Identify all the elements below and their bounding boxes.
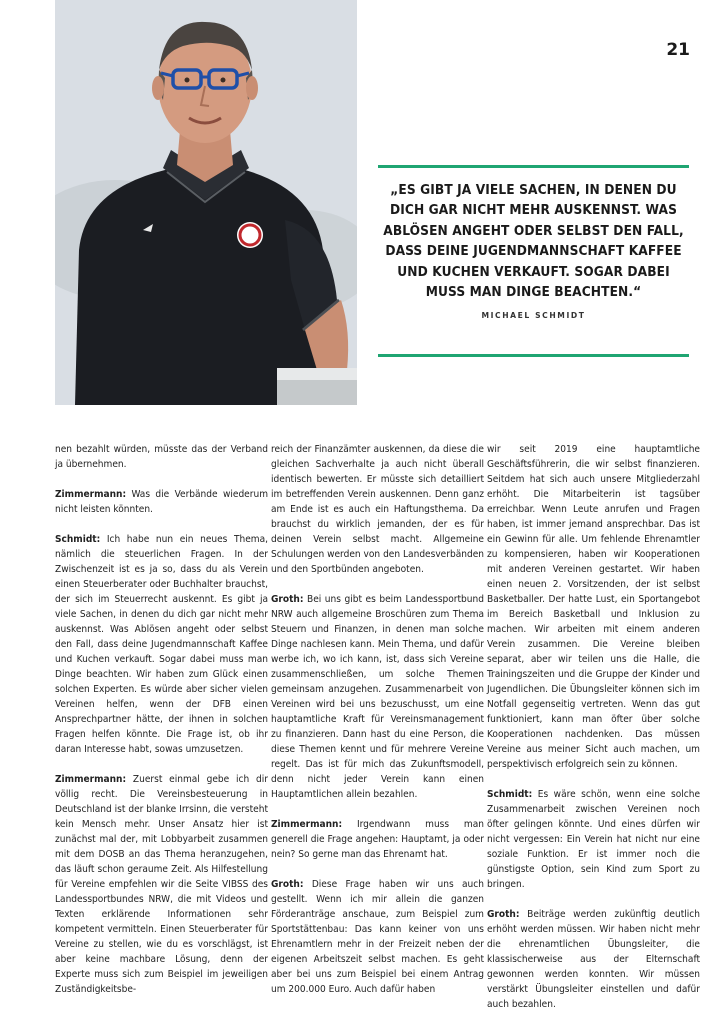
text-column-1 bbox=[55, 442, 268, 997]
paragraph-text: Beiträge werden zukünftig deutlich erhöht werden müssen. Wir haben nicht mehr die ehrenamtlichen Übungsleiter, die klassischerweise aus der Elternschaft gewonnen werden konnten. Wir müssen verstärkt Übungsleiter einstellen und dafür auch bezahlen. bbox=[487, 909, 700, 1010]
portrait-illustration bbox=[55, 0, 357, 405]
paragraph bbox=[487, 907, 700, 1012]
speaker-name: Schmidt: bbox=[487, 789, 533, 800]
paragraph-text: Ich habe nun ein neues Thema, nämlich die steuerlichen Fragen. In der Zwischenzeit ist es ja so, dass du als Verein einen Steuerberater oder Buchhalter brauchst, der sich im Steuerrecht auskennt. Es gibt ja viele Sachen, in denen du dich gar nicht mehr auskennst. Was Ablösen angeht oder selbst den Fall, dass deine Jugendmannschaft Kaffee und Kuchen verkauft. Sogar dabei muss man Dinge beachten. Wir haben zum Glück einen solchen Experten. Es würde aber sicher vielen Vereinen helfen, wenn der DFB einen Ansprechpartner hätte, der ihnen in solchen Fragen helfen könnte. Die Frage ist, ob ihr daran Interesse habt, sowas umzusetzen. bbox=[55, 534, 268, 755]
paragraph bbox=[271, 817, 484, 862]
paragraph bbox=[487, 442, 700, 772]
paragraph bbox=[271, 877, 484, 997]
pull-quote-text: „ES GIBT JA VIELE SACHEN, IN DENEN DU DICH GAR NICHT MEHR AUSKENNST. WAS ABLÖSEN ANGEHT ODER SELBST DEN FALL, DASS DEINE JUGENDMANNSCHAFT KAFFEE UND KUCHEN VERKAUFT. SOGAR DABEI MUSS MAN DINGE BEACHTEN.“ bbox=[383, 182, 684, 301]
speaker-name: Groth: bbox=[271, 594, 304, 605]
paragraph bbox=[55, 487, 268, 517]
paragraph bbox=[55, 772, 268, 997]
paragraph-text: Bei uns gibt es beim Landessportbund NRW auch allgemeine Broschüren zum Thema Steuern und Finanzen, in denen man solche Dinge nachlesen kann. Mein Thema, und dafür werbe ich, wo ich kann, ist, dass sich Vereine zusammenschließen, um solche Themen gemeinsam anzugehen. Zusammenarbeit von Vereinen wird bei uns bezuschusst, um eine hauptamtliche Kraft für Vereinsmanagement zu finanzieren. Dann hast du eine Person, die diese Themen kennt und für mehrere Vereine regelt. Das ist für mich das Zukunftsmodell, denn nicht jeder Verein kann einen Hauptamtlichen allein bezahlen. bbox=[271, 594, 484, 800]
paragraph-text: Was die Verbände wiederum nicht leisten könnten. bbox=[55, 489, 268, 515]
speaker-name: Zimmermann: bbox=[55, 774, 127, 785]
speaker-name: Zimmermann: bbox=[55, 489, 127, 500]
speaker-name: Groth: bbox=[487, 909, 520, 920]
page-number: 21 bbox=[666, 40, 690, 60]
paragraph-text: Diese Frage haben wir uns auch gestellt. Wenn ich mir allein die ganzen Förderanträge anschaue, zum Beispiel zum Sportstättenbau: Das kann keiner von uns Ehrenamtlern mehr in der Freizeit neben der eigenen Arbeitszeit selbst machen. Es geht aber bei uns zum Beispiel bei einem Antrag um 200.000 Euro. Auch dafür haben bbox=[271, 879, 484, 995]
paragraph bbox=[487, 787, 700, 892]
paragraph-text: Es wäre schön, wenn eine solche Zusammenarbeit zwischen Vereinen noch öfter gelingen könnte. Und eines dürfen wir nicht vergessen: Ein Verein hat nicht nur eine soziale Funktion. Er ist immer noch die günstigste Option, sein Kind zum Sport zu bringen. bbox=[487, 789, 701, 890]
text-column-3 bbox=[487, 442, 700, 1012]
portrait-photo bbox=[55, 0, 357, 405]
speaker-name: Zimmermann: bbox=[271, 819, 343, 830]
paragraph-text: Irgendwann muss man generell die Frage angehen: Hauptamt, ja oder nein? So gerne man das Ehrenamt hat. bbox=[271, 819, 484, 860]
text-column-2 bbox=[271, 442, 484, 997]
paragraph bbox=[55, 532, 268, 757]
paragraph bbox=[55, 442, 268, 472]
speaker-name: Groth: bbox=[271, 879, 304, 890]
paragraph bbox=[271, 592, 484, 802]
paragraph-text: wir seit 2019 eine hauptamtliche Geschäftsführerin, die wir selbst finanzieren. Seitdem hat sich auch unsere Mitgliederzahl erhöht. Die Mitarbeiterin ist tagsüber erreichbar. Wenn Leute anrufen und Fragen haben, ist immer jemand ansprechbar. Das ist ein Gewinn für alle. Um fehlende Ehrenamtler zu kompensieren, haben wir Kooperationen mit anderen Vereinen gestartet. Wir haben einen neuen 2. Vorsitzenden, der ist selbst Basketballer. Der hatte Lust, ein Sportangebot im Bereich Basketball und Inklusion zu machen. Wir arbeiten mit einem anderen Verein zusammen. Die Vereine bleiben separat, aber wir teilen uns die Halle, die Trainingszeiten und die Gruppe der Kinder und Jugendlichen. Die Übungsleiter können sich im Notfall gegenseitig vertreten. Wenn das gut funktioniert, kann man öfter über solche Kooperationen nachdenken. Das müssen Vereine aus meiner Sicht auch machen, um perspektivisch erfolgreich sein zu können. bbox=[487, 444, 700, 770]
paragraph-text: nen bezahlt würden, müsste das der Verband ja übernehmen. bbox=[55, 444, 268, 470]
pull-quote bbox=[378, 165, 689, 357]
speaker-name: Schmidt: bbox=[55, 534, 101, 545]
paragraph-text: Zuerst einmal gebe ich dir völlig recht. Die Vereinsbesteuerung in Deutschland ist der blanke Irrsinn, die versteht kein Mensch mehr. Unser Ansatz hier ist zunächst mal der, mit Lobbyarbeit zusammen mit dem DOSB an das Thema heranzugehen, das läuft schon geraume Zeit. Als Hilfestellung für Vereine empfehlen wir die Seite VIBSS des Landessportbundes NRW, die mit Videos und Texten erklärende Informationen sehr kompetent vermitteln. Einen Steuerberater für Vereine zu stellen, wie du es vorschlägst, ist aber keine machbare Lösung, denn der Experte muss sich zum Beispiel im jeweiligen Zuständigkeitsbe- bbox=[55, 774, 269, 995]
paragraph-text: reich der Finanzämter auskennen, da diese die gleichen Sachverhalte ja auch nicht überall identisch bewerten. Er müsste sich detailliert im betreffenden Verein auskennen. Denn ganz am Ende ist es auch ein Haftungsthema. Da brauchst du wirklich jemanden, der es für deinen Verein selbst macht. Allgemeine Schulungen werden von den Landesverbänden und den Sportbünden angeboten. bbox=[271, 444, 484, 575]
pull-quote-author: MICHAEL SCHMIDT bbox=[481, 311, 586, 321]
paragraph bbox=[271, 442, 484, 577]
